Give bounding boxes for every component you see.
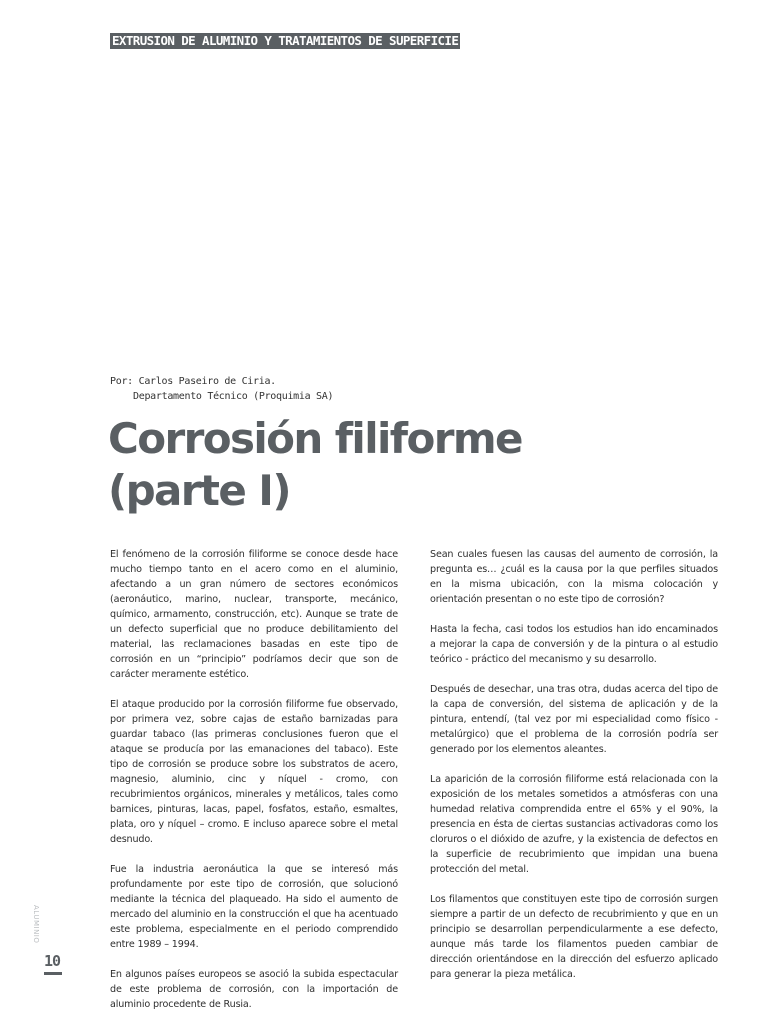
article-title-line-2: (parte I) xyxy=(108,466,290,515)
paragraph: Fue la industria aeronáutica la que se interesó más profundamente por este tipo de corrosión, que solucionó mediante la técnica del plaqueado. Ha sido el aumento de mercado del aluminio en la construcción el que ha acentuado este problema, especialmente en el periodo comprendido entre 1989 – 1994. xyxy=(110,864,398,950)
byline-author: Por: Carlos Paseiro de Ciria. xyxy=(110,376,276,387)
section-banner: EXTRUSION DE ALUMINIO Y TRATAMIENTOS DE SUPERFICIE xyxy=(112,33,459,48)
paragraph: Después de desechar, una tras otra, dudas acerca del tipo de la capa de conversión, del sistema de aplicación y de la pintura, entendí, (tal vez por mi especialidad como físico - metalúrgico) que el problema de la corrosión podría ser generado por los elementos aleantes. xyxy=(430,684,718,755)
article-title-line-1: Corrosión filiforme xyxy=(108,414,522,463)
paragraph: Sean cuales fuesen las causas del aumento de corrosión, la pregunta es… ¿cuál es la causa por la que perfiles situados en la misma ubicación, con la misma colocación y orientación presentan o no este tipo de corrosión? xyxy=(430,549,718,605)
article-title xyxy=(108,413,522,517)
byline-department: Departamento Técnico (Proquimia SA) xyxy=(133,391,334,402)
page-number: 10 xyxy=(44,950,62,975)
paragraph: La aparición de la corrosión filiforme está relacionada con la exposición de los metales sometidos a atmósferas con una humedad relativa comprendida entre el 65% y el 90%, la presencia en ésta de ciertas sustancias activadoras como los cloruros o el dióxido de azufre, y la existencia de defectos en la superficie de recubrimiento que impidan una buena protección del metal. xyxy=(430,774,718,875)
right-column xyxy=(430,547,718,997)
paragraph: Hasta la fecha, casi todos los estudios han ido encaminados a mejorar la capa de conversión y de la pintura o al estudio teórico - práctico del mecanismo y su desarrollo. xyxy=(430,624,718,665)
paragraph: En algunos países europeos se asoció la subida espectacular de este problema de corrosión, con la importación de aluminio procedente de Rusia. xyxy=(110,969,398,1010)
paragraph: Los filamentos que constituyen este tipo de corrosión surgen siempre a partir de un defecto de recubrimiento y que en un principio se desarrollan perpendicularmente a ese defecto, aunque más tarde los filamentos pueden cambiar de dirección orientándose en la dirección del esfuerzo aplicado para generar la pieza metálica. xyxy=(430,894,718,980)
left-column xyxy=(110,547,398,1027)
paragraph: El ataque producido por la corrosión filiforme fue observado, por primera vez, sobre cajas de estaño barnizadas para guardar tabaco (las primeras conclusiones fueron que el ataque se producía por las emanaciones del tabaco). Este tipo de corrosión se produce sobre los substratos de acero, magnesio, aluminio, cinc y níquel - cromo, con recubrimientos orgánicos, minerales y metálicos, tales como barnices, pinturas, lacas, papel, fosfatos, estaño, esmaltes, plata, oro y níquel – cromo. E incluso aparece sobre el metal desnudo. xyxy=(110,699,398,845)
paragraph: El fenómeno de la corrosión filiforme se conoce desde hace mucho tiempo tanto en el acero como en el aluminio, afectando a un gran número de sectores económicos (aeronáutico, marino, nuclear, transporte, mecánico, químico, armamento, construcción, etc). Aunque se trate de un defecto superficial que no produce debilitamiento del material, las reclamaciones basadas en este tipo de corrosión en un “principio” podríamos decir que son de carácter meramente estético. xyxy=(110,549,398,680)
magazine-side-label: ALUMINIO xyxy=(32,905,40,944)
byline xyxy=(110,374,333,404)
